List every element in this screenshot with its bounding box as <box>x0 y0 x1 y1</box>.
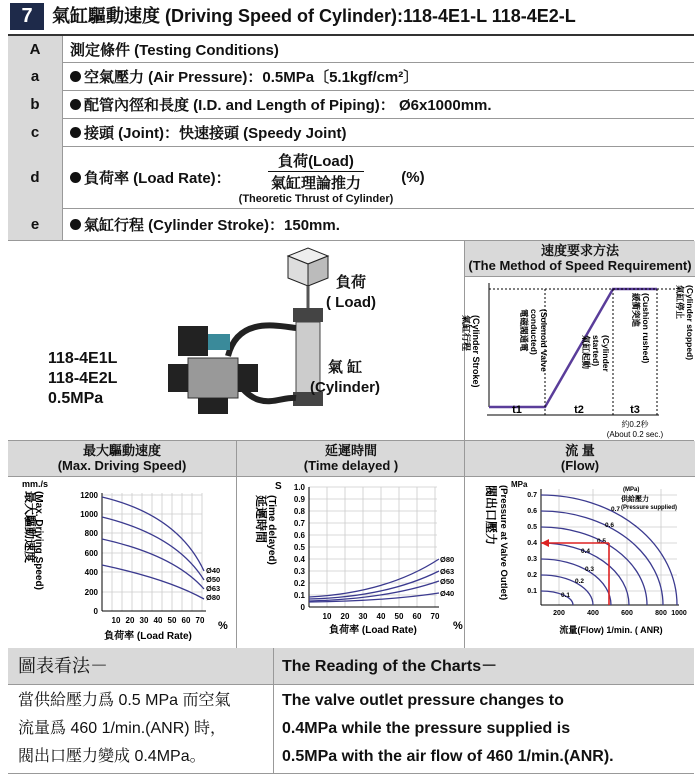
bullet-icon <box>70 127 81 138</box>
cylinder-label-en: (Cylinder) <box>310 379 381 396</box>
condition-row-e <box>8 208 694 241</box>
xtick: 600 <box>621 610 633 617</box>
xtick: 30 <box>358 612 368 621</box>
max-speed-title <box>8 441 236 477</box>
series-curve-80 <box>309 559 439 597</box>
max-speed-plot <box>8 475 236 649</box>
series-label: Ø50 <box>440 577 455 586</box>
ytick: 0.4 <box>527 540 537 547</box>
legend-zh: 供給壓力 <box>621 496 649 503</box>
conditions-table <box>8 34 694 234</box>
label-cushion-zh: 緩衝突進 <box>631 293 641 328</box>
reading-line: 當供給壓力爲 0.5 MPa 而空氣 <box>18 692 231 709</box>
xtick: 10 <box>111 616 121 625</box>
curve-label: 0.4 <box>581 548 591 555</box>
label-solenoid-en: (Solenoid Valve <box>539 309 549 372</box>
ytick: 0.7 <box>293 519 305 528</box>
ytick: 1000 <box>80 510 98 519</box>
condition-text: 負荷率 (Load Rate)： <box>84 169 231 187</box>
ytick: 0 <box>93 607 98 616</box>
fraction-unit: (%) <box>401 168 425 186</box>
xlabel: 流量(Flow) 1/min. ( ANR) <box>559 625 663 635</box>
t2-label: t2 <box>574 404 584 416</box>
condition-code: b <box>8 90 63 118</box>
bullet-icon <box>70 219 81 230</box>
unit-label: mm./s <box>22 479 49 489</box>
ytick: 0.6 <box>293 531 305 540</box>
xtick: 40 <box>376 612 386 621</box>
xtick: 20 <box>125 616 135 625</box>
reading-title-en: The Reading of the Charts－ <box>274 648 694 685</box>
series-label: Ø50 <box>206 575 221 584</box>
reading-title-zh: 圖表看法－ <box>8 648 274 685</box>
label-started-en2: started) <box>591 335 601 367</box>
reading-body-zh <box>8 685 274 773</box>
ytick: 0.4 <box>293 555 305 564</box>
xtick: 60 <box>412 612 422 621</box>
ytick: 0.3 <box>293 567 305 576</box>
reading-line: 0.4MPa while the pressure supplied is <box>282 720 571 737</box>
series-label: Ø40 <box>206 566 221 575</box>
reading-line: 0.5MPa with the air flow of 460 1/min.(ANR). <box>282 748 614 765</box>
ytick: 600 <box>84 549 98 558</box>
legend-unit: (MPa) <box>623 487 640 493</box>
legend-en: (Pressure supplied) <box>621 505 678 511</box>
label-solenoid-zh: 電磁閥通電 <box>519 309 529 352</box>
label-stopped-zh: 氣缸停止 <box>675 285 685 320</box>
curve-label: 0.3 <box>585 566 595 573</box>
series-label: Ø80 <box>440 555 455 564</box>
load-rate-fraction <box>239 150 394 205</box>
cylinder-label-zh: 氣 缸 <box>327 359 363 376</box>
ytick: 200 <box>84 588 98 597</box>
flow-chart <box>464 441 695 649</box>
unit-label: MPa <box>511 480 528 489</box>
condition-text: 測定條件 (Testing Conditions) <box>70 41 279 59</box>
series-label: Ø63 <box>440 567 455 576</box>
series-curve-80 <box>102 565 204 599</box>
bullet-icon <box>70 71 81 82</box>
ytick: 0.1 <box>293 591 305 600</box>
label-started-zh: 氣缸起動 <box>581 335 591 370</box>
ylabel-zh: 閥出口壓力 <box>484 485 498 546</box>
model-line: 118-4E2L <box>48 370 118 387</box>
model-line: 0.5MPa <box>48 390 104 407</box>
xtick: 30 <box>139 616 149 625</box>
fraction-subtitle: (Theoretic Thrust of Cylinder) <box>238 192 394 205</box>
ytick: 0.7 <box>527 492 537 499</box>
label-cushion-en: (Cushion rushed) <box>641 293 651 364</box>
model-text <box>48 349 117 409</box>
condition-text: 配管內徑和長度 (I.D. and Length of Piping)： Ø6x1000mm. <box>84 96 492 114</box>
ytick: 800 <box>84 529 98 538</box>
condition-code: c <box>8 118 63 146</box>
label-stroke-zh: 氣缸行程 <box>461 315 471 352</box>
xunit: % <box>218 620 228 632</box>
speed-method-panel <box>461 241 695 441</box>
label-stroke-en: (Cylinder Stroke) <box>471 315 481 388</box>
section-number: 7 <box>10 3 44 30</box>
note-zh: 約0.2秒 <box>621 420 649 429</box>
reading-line: 閥出口壓力變成 0.4MPa。 <box>18 748 206 765</box>
bullet-icon <box>70 99 81 110</box>
section-title: 氣缸驅動速度 (Driving Speed of Cylinder):118-4E1-L 118-4E2-L <box>52 6 576 26</box>
fraction-numerator: 負荷(Load) <box>268 150 364 172</box>
time-delay-title-en: (Time delayed ) <box>303 458 399 473</box>
condition-text: 氣缸行程 (Cylinder Stroke)：150mm. <box>84 216 340 234</box>
ytick: 400 <box>84 568 98 577</box>
xlabel: 負荷率 (Load Rate) <box>104 631 192 642</box>
series-label: Ø40 <box>440 589 455 598</box>
model-line: 118-4E1L <box>48 350 118 367</box>
time-delay-plot <box>237 475 465 649</box>
series-label: Ø80 <box>206 593 221 602</box>
ytick: 0.2 <box>293 579 305 588</box>
flow-title-zh: 流 量 <box>565 443 595 458</box>
speed-method-diagram <box>461 275 695 441</box>
xunit: % <box>453 620 463 632</box>
time-delay-title-zh: 延遲時間 <box>324 443 377 458</box>
unit-label: S <box>275 481 282 492</box>
flow-plot <box>465 475 695 649</box>
load-label <box>326 273 376 313</box>
xtick: 1000 <box>671 610 687 617</box>
reading-section <box>8 648 694 774</box>
curve-label: 0.7 <box>611 506 621 513</box>
condition-row-d <box>8 146 694 209</box>
ylabel-zh: 延遲時間 <box>254 495 268 544</box>
ytick: 0.8 <box>293 507 305 516</box>
reading-body-en <box>274 685 694 773</box>
time-delay-title <box>237 441 465 477</box>
flow-title-en: (Flow) <box>560 458 600 473</box>
condition-text: 空氣壓力 (Air Pressure)：0.5MPa〔5.1kgf/cm²〕 <box>84 68 419 86</box>
xtick: 70 <box>430 612 440 621</box>
max-speed-chart <box>8 441 236 649</box>
ytick: 0.2 <box>527 572 537 579</box>
ytick: 1200 <box>80 491 98 500</box>
valve-cylinder-illustration <box>138 246 438 436</box>
header <box>0 0 700 34</box>
xtick: 200 <box>553 610 565 617</box>
reading-line: 流量爲 460 1/min.(ANR) 時， <box>18 720 227 737</box>
time-delay-chart <box>236 441 465 649</box>
t1-label: t1 <box>512 404 522 416</box>
speed-method-title-en: (The Method of Speed Requirement) <box>468 258 692 273</box>
flow-title <box>465 441 695 477</box>
condition-code: a <box>8 62 63 90</box>
xtick: 50 <box>167 616 177 625</box>
product-section <box>8 240 694 441</box>
cylinder-label <box>310 358 380 398</box>
condition-code: e <box>8 208 63 240</box>
max-speed-title-en: (Max. Driving Speed) <box>57 458 187 473</box>
condition-code: d <box>8 146 63 208</box>
condition-row-a <box>8 62 694 91</box>
bullet-icon <box>70 172 81 183</box>
xtick: 40 <box>153 616 163 625</box>
flow-curve-02 <box>541 575 593 605</box>
xtick: 70 <box>195 616 205 625</box>
curve-label: 0.1 <box>561 592 571 599</box>
series-label: Ø63 <box>206 584 221 593</box>
condition-code: A <box>8 36 63 62</box>
ytick: 0.3 <box>527 556 537 563</box>
ytick: 0.9 <box>293 495 305 504</box>
load-label-en: ( Load) <box>326 294 376 311</box>
series-curve-50 <box>102 517 204 580</box>
xtick: 50 <box>394 612 404 621</box>
max-speed-title-zh: 最大驅動速度 <box>82 443 161 458</box>
label-started-en: (Cylinder <box>601 335 611 372</box>
ylabel-en: (Max. Driving Speed) <box>33 491 44 590</box>
charts-row <box>8 440 694 650</box>
condition-row-A <box>8 36 694 63</box>
xtick: 60 <box>181 616 191 625</box>
label-solenoid-en2: conducted) <box>529 309 539 355</box>
ytick: 0.6 <box>527 508 537 515</box>
speed-method-title <box>465 241 695 277</box>
xtick: 800 <box>655 610 667 617</box>
xtick: 400 <box>587 610 599 617</box>
curve-label: 0.5 <box>597 538 607 545</box>
ylabel-en: (Time delayed) <box>266 495 277 565</box>
label-stopped-en: (Cylinder stopped) <box>685 285 695 361</box>
ytick: 0.5 <box>527 524 537 531</box>
condition-row-b <box>8 90 694 119</box>
ytick: 0 <box>300 603 305 612</box>
ytick: 0.1 <box>527 588 537 595</box>
xtick: 10 <box>322 612 332 621</box>
note-en: (About 0.2 sec.) <box>606 430 664 439</box>
load-label-zh: 負荷 <box>335 274 366 291</box>
curve-label: 0.6 <box>605 522 615 529</box>
ytick: 0.5 <box>293 543 305 552</box>
ylabel-zh: 最大驅動速度 <box>23 491 37 564</box>
condition-row-c <box>8 118 694 147</box>
curve-label: 0.2 <box>575 578 585 585</box>
speed-method-title-zh: 速度要求方法 <box>540 243 619 258</box>
condition-text: 接頭 (Joint)：快速接頭 (Speedy Joint) <box>84 124 347 142</box>
reading-line: The valve outlet pressure changes to <box>282 692 564 709</box>
ytick: 1.0 <box>293 483 305 492</box>
xtick: 20 <box>340 612 350 621</box>
t3-label: t3 <box>630 404 640 416</box>
ylabel-en: (Pressure at Valve Outlet) <box>498 485 509 601</box>
fraction-denominator: 氣缸理論推力 <box>270 174 361 192</box>
xlabel: 負荷率 (Load Rate) <box>329 625 417 636</box>
arrow-icon <box>541 539 549 547</box>
